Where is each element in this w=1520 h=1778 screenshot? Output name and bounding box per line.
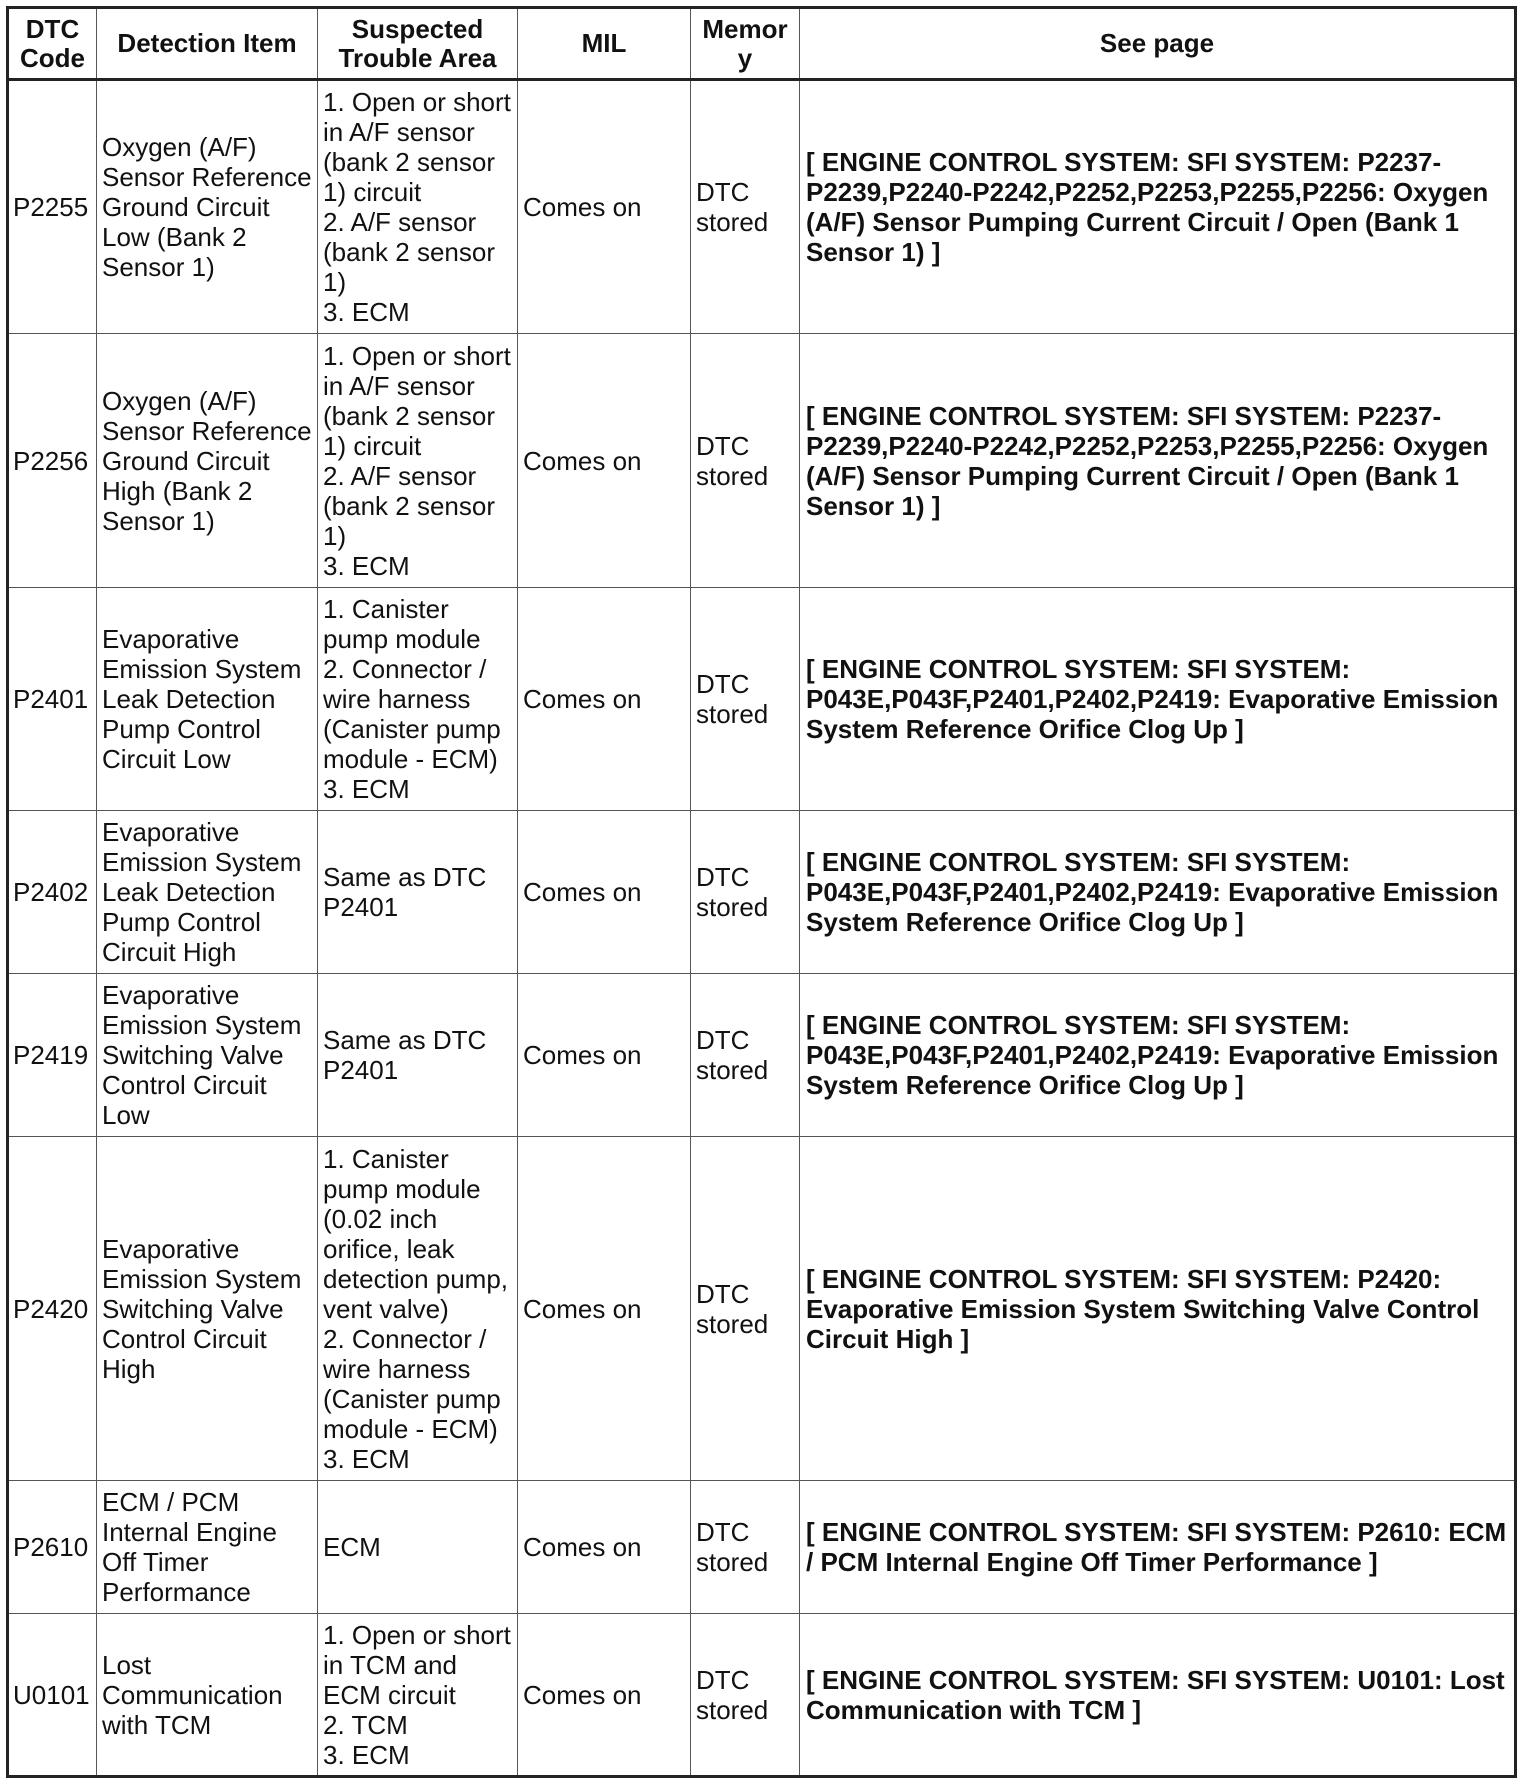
cell-see-page: [ ENGINE CONTROL SYSTEM: SFI SYSTEM: P2237-P2239,P2240-P2242,P2252,P2253,P2255,P2256: Oxygen (A/F) Sensor Pumping Current Circuit / Open (Bank 1 Sensor 1) ] <box>800 80 1516 334</box>
cell-see-page: [ ENGINE CONTROL SYSTEM: SFI SYSTEM: U0101: Lost Communication with TCM ] <box>800 1614 1516 1777</box>
cell-mil: Comes on <box>518 1614 691 1777</box>
cell-trouble-area: Same as DTC P2401 <box>318 974 518 1137</box>
cell-detection-item: Lost Communication with TCM <box>97 1614 318 1777</box>
cell-memory: DTC stored <box>691 1481 800 1614</box>
cell-detection-item: Evaporative Emission System Switching Valve Control Circuit High <box>97 1137 318 1481</box>
cell-see-page: [ ENGINE CONTROL SYSTEM: SFI SYSTEM: P043E,P043F,P2401,P2402,P2419: Evaporative Emission System Reference Orifice Clog Up ] <box>800 974 1516 1137</box>
cell-memory: DTC stored <box>691 1614 800 1777</box>
header-memory: Memory <box>691 8 800 80</box>
table-row <box>8 334 1516 588</box>
table-row <box>8 80 1516 334</box>
cell-see-page: [ ENGINE CONTROL SYSTEM: SFI SYSTEM: P2420: Evaporative Emission System Switching Valve Control Circuit High ] <box>800 1137 1516 1481</box>
table-row <box>8 811 1516 974</box>
cell-see-page: [ ENGINE CONTROL SYSTEM: SFI SYSTEM: P043E,P043F,P2401,P2402,P2419: Evaporative Emission System Reference Orifice Clog Up ] <box>800 588 1516 811</box>
cell-detection-item: ECM / PCM Internal Engine Off Timer Performance <box>97 1481 318 1614</box>
cell-trouble-area: ECM <box>318 1481 518 1614</box>
cell-memory: DTC stored <box>691 811 800 974</box>
cell-memory: DTC stored <box>691 588 800 811</box>
cell-dtc-code: P2401 <box>8 588 97 811</box>
dtc-table <box>6 6 1517 1778</box>
cell-memory: DTC stored <box>691 334 800 588</box>
cell-detection-item: Oxygen (A/F) Sensor Reference Ground Circuit High (Bank 2 Sensor 1) <box>97 334 318 588</box>
cell-dtc-code: P2420 <box>8 1137 97 1481</box>
cell-trouble-area: 1. Open or short in TCM and ECM circuit 2. TCM 3. ECM <box>318 1614 518 1777</box>
cell-mil: Comes on <box>518 974 691 1137</box>
cell-detection-item: Evaporative Emission System Leak Detection Pump Control Circuit High <box>97 811 318 974</box>
header-suspected-trouble-area: Suspected Trouble Area <box>318 8 518 80</box>
cell-mil: Comes on <box>518 334 691 588</box>
cell-see-page: [ ENGINE CONTROL SYSTEM: SFI SYSTEM: P2610: ECM / PCM Internal Engine Off Timer Performance ] <box>800 1481 1516 1614</box>
cell-see-page: [ ENGINE CONTROL SYSTEM: SFI SYSTEM: P2237-P2239,P2240-P2242,P2252,P2253,P2255,P2256: Oxygen (A/F) Sensor Pumping Current Circuit / Open (Bank 1 Sensor 1) ] <box>800 334 1516 588</box>
cell-dtc-code: P2256 <box>8 334 97 588</box>
cell-memory: DTC stored <box>691 974 800 1137</box>
table-row <box>8 974 1516 1137</box>
cell-trouble-area: 1. Open or short in A/F sensor (bank 2 sensor 1) circuit 2. A/F sensor (bank 2 sensor 1) 3. ECM <box>318 80 518 334</box>
table-row <box>8 1137 1516 1481</box>
cell-memory: DTC stored <box>691 1137 800 1481</box>
cell-detection-item: Oxygen (A/F) Sensor Reference Ground Circuit Low (Bank 2 Sensor 1) <box>97 80 318 334</box>
table-row <box>8 1614 1516 1777</box>
cell-trouble-area: 1. Canister pump module (0.02 inch orifice, leak detection pump, vent valve) 2. Connector / wire harness (Canister pump module - ECM) 3. ECM <box>318 1137 518 1481</box>
header-dtc-code: DTC Code <box>8 8 97 80</box>
header-detection-item: Detection Item <box>97 8 318 80</box>
cell-mil: Comes on <box>518 1481 691 1614</box>
table-row <box>8 588 1516 811</box>
header-mil: MIL <box>518 8 691 80</box>
cell-mil: Comes on <box>518 811 691 974</box>
cell-memory: DTC stored <box>691 80 800 334</box>
header-see-page: See page <box>800 8 1516 80</box>
cell-trouble-area: 1. Open or short in A/F sensor (bank 2 sensor 1) circuit 2. A/F sensor (bank 2 sensor 1) 3. ECM <box>318 334 518 588</box>
cell-mil: Comes on <box>518 80 691 334</box>
cell-dtc-code: P2610 <box>8 1481 97 1614</box>
cell-trouble-area: Same as DTC P2401 <box>318 811 518 974</box>
header-row <box>8 8 1516 80</box>
cell-trouble-area: 1. Canister pump module 2. Connector / wire harness (Canister pump module - ECM) 3. ECM <box>318 588 518 811</box>
cell-see-page: [ ENGINE CONTROL SYSTEM: SFI SYSTEM: P043E,P043F,P2401,P2402,P2419: Evaporative Emission System Reference Orifice Clog Up ] <box>800 811 1516 974</box>
table-row <box>8 1481 1516 1614</box>
cell-dtc-code: U0101 <box>8 1614 97 1777</box>
cell-dtc-code: P2419 <box>8 974 97 1137</box>
cell-detection-item: Evaporative Emission System Switching Valve Control Circuit Low <box>97 974 318 1137</box>
cell-dtc-code: P2402 <box>8 811 97 974</box>
cell-dtc-code: P2255 <box>8 80 97 334</box>
cell-mil: Comes on <box>518 588 691 811</box>
cell-detection-item: Evaporative Emission System Leak Detection Pump Control Circuit Low <box>97 588 318 811</box>
cell-mil: Comes on <box>518 1137 691 1481</box>
